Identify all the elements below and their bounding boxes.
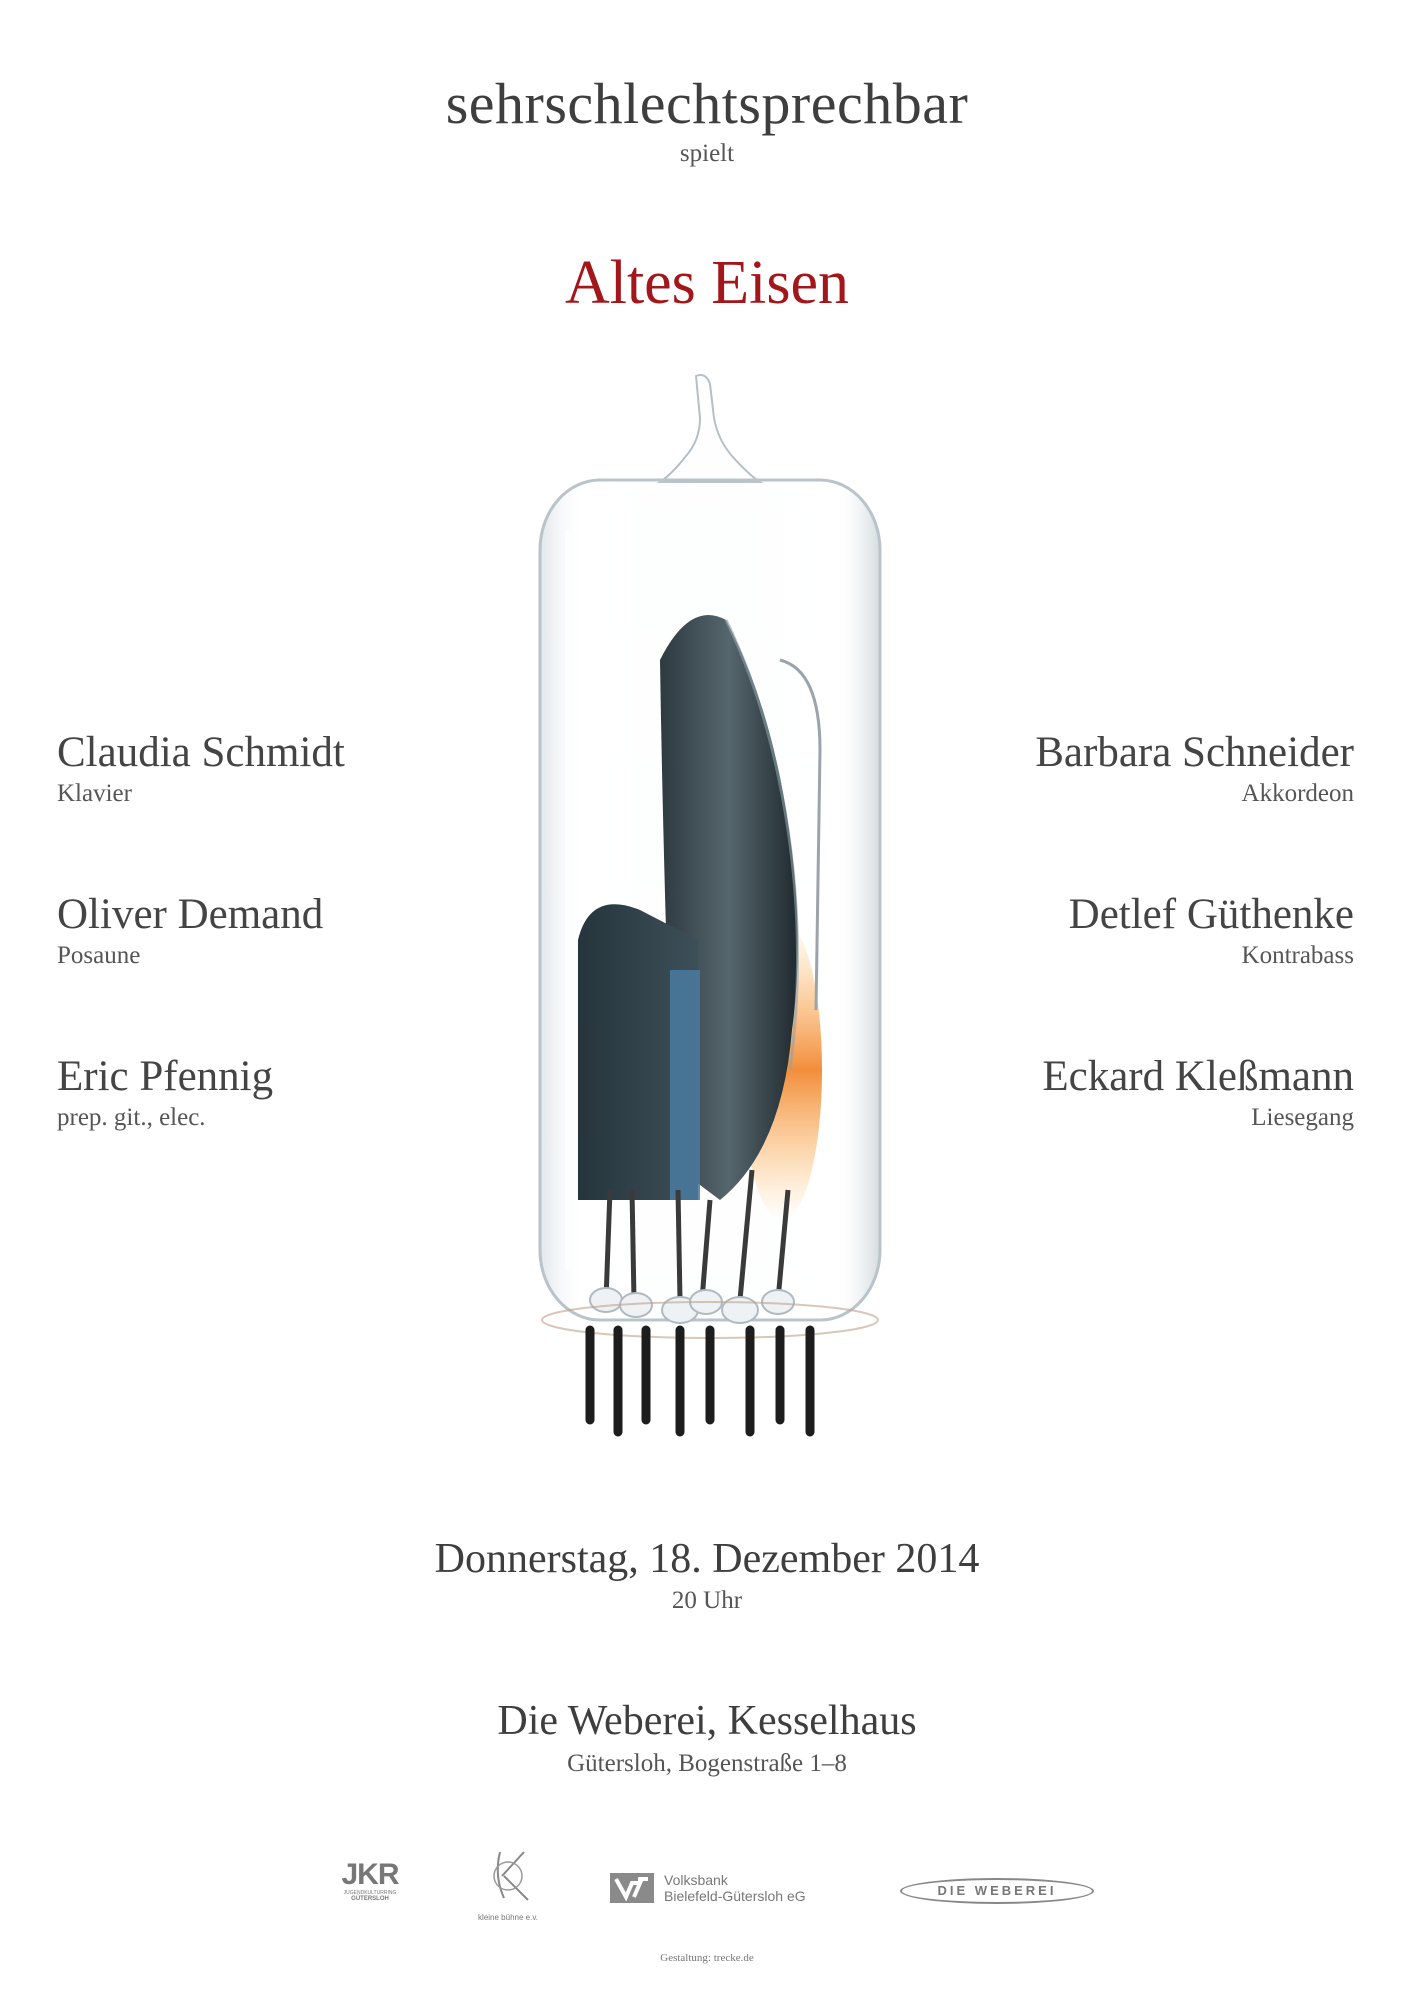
base-pins [590, 1330, 810, 1432]
kleine-buehne-icon [480, 1846, 536, 1906]
band-name: sehrschlechtsprechbar [445, 71, 969, 136]
jkr-logo [330, 1860, 410, 1902]
plays-label: spielt [679, 140, 735, 167]
musician-name: Eckard Kleßmann [1042, 1053, 1354, 1100]
jkr-subtitle: JUGENDKULTURRING [343, 1890, 397, 1896]
volksbank-name: Volksbank [664, 1872, 728, 1888]
musician-name: Barbara Schneider [1035, 729, 1354, 776]
musician-right-2 [1069, 892, 1354, 971]
musician-name: Claudia Schmidt [57, 729, 345, 776]
volksbank-region: Bielefeld-Gütersloh eG [664, 1888, 806, 1905]
volksbank-logo [610, 1872, 806, 1904]
musician-name: Detlef Güthenke [1068, 891, 1354, 938]
musician-instrument: prep. git., elec. [57, 1104, 206, 1132]
kleine-buehne-logo [468, 1846, 548, 1922]
weberei-label: DIE WEBEREI [937, 1883, 1057, 1898]
volksbank-icon [610, 1873, 654, 1903]
event-address: Gütersloh, Bogenstraße 1–8 [567, 1750, 847, 1777]
musician-instrument: Kontrabass [1241, 942, 1354, 970]
musician-instrument: Klavier [57, 780, 132, 808]
musician-left-3 [57, 1054, 273, 1133]
event-time: 20 Uhr [671, 1587, 743, 1614]
glass-tip [660, 375, 760, 482]
musician-right-3 [1042, 1054, 1354, 1133]
musician-name: Oliver Demand [57, 891, 324, 938]
die-weberei-logo [900, 1878, 1094, 1904]
kleine-buehne-label: kleine bühne e.v. [478, 1913, 538, 1922]
jkr-city: GÜTERSLOH [351, 1896, 389, 1902]
concert-title: Altes Eisen [564, 249, 850, 317]
musician-right-1 [1035, 730, 1354, 809]
musician-instrument: Posaune [57, 942, 141, 970]
musician-left-1 [57, 730, 345, 809]
design-credit: Gestaltung: trecke.de [660, 1952, 754, 1964]
musician-left-2 [57, 892, 323, 971]
event-venue: Die Weberei, Kesselhaus [497, 1698, 917, 1744]
musician-name: Eric Pfennig [57, 1053, 274, 1100]
vacuum-tube-illustration [520, 370, 900, 1450]
jkr-mark: JKR [341, 1858, 399, 1891]
shield-blue-band [670, 970, 700, 1200]
musician-instrument: Liesegang [1251, 1104, 1354, 1132]
event-date: Donnerstag, 18. Dezember 2014 [434, 1536, 980, 1582]
musician-instrument: Akkordeon [1241, 780, 1354, 808]
